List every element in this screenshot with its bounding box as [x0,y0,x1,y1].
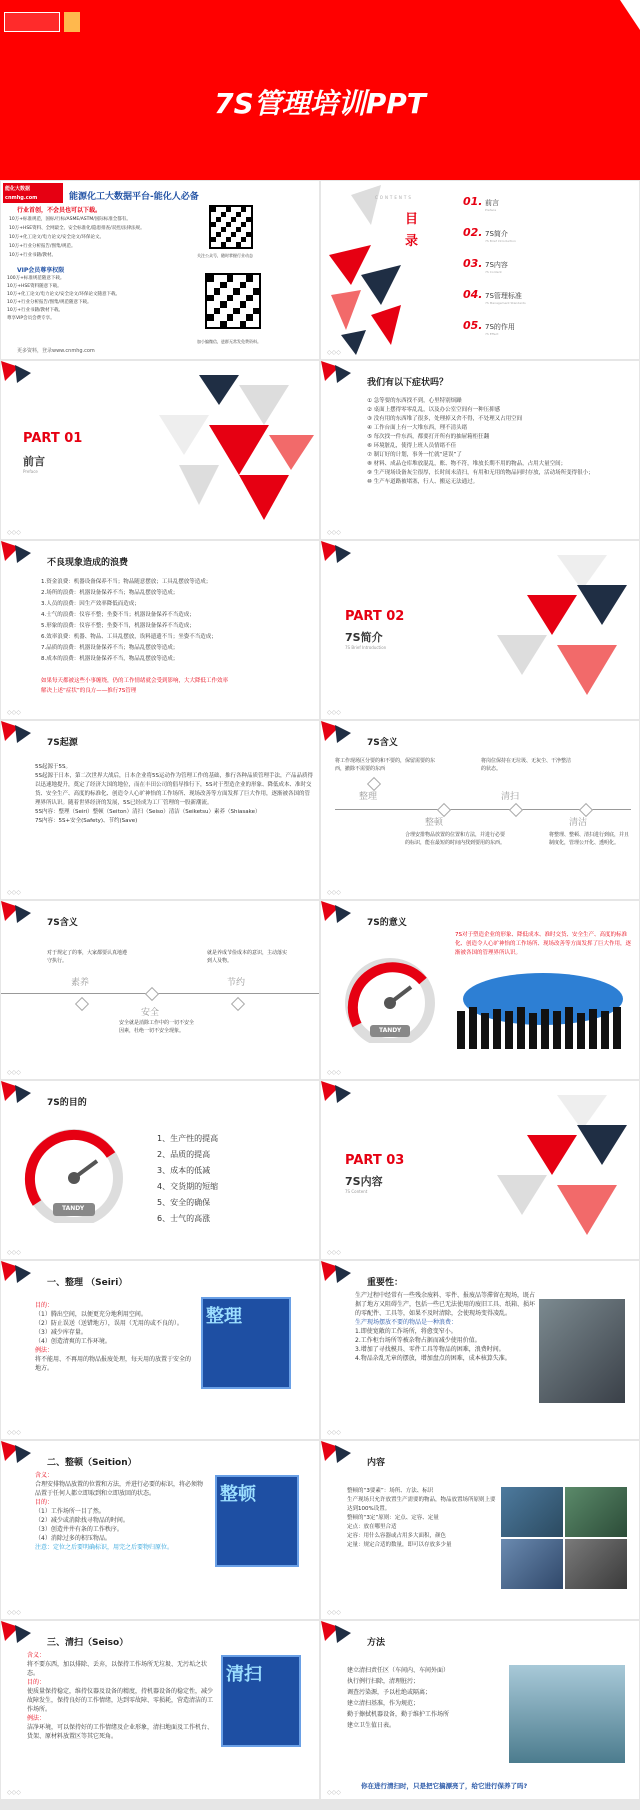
def-label: 含义： [27,1652,46,1659]
slide-footer: ◇◇◇ [7,709,21,716]
toc-item[interactable] [463,311,633,342]
decor-triangles [139,375,319,525]
meaning-label: 节约 [227,978,246,988]
meaning-desc: 将整理、整顿、清扫进行到底，并且制度化，管理公开化、透明化。 [549,832,630,846]
slide-footer: ◇◇◇ [7,1249,21,1256]
toc-item[interactable] [463,280,633,311]
qr-caption: 加小编微信，进群无常发免费资料。 [197,339,261,344]
aim-item: （2）防止误送（送错地方），误用（无用的或不良的）。 [35,1320,183,1327]
slide-title: 我们有以下症状吗？ [367,378,449,388]
purpose-item: 1、生产性的提高 [157,1134,219,1143]
part03-slide[interactable] [321,1081,639,1259]
toc-sublabel: 7S Management Standards [485,301,526,305]
toc-list [463,187,633,342]
corner-decor [1,541,41,569]
part-name: 前言 [23,455,45,468]
toc-label: 7S管理标准 [485,292,522,300]
decor-triangle [620,0,640,30]
ad-feature-item: 10万+标准规范，国标/行标/ASME/ASTM/国际标准全都有。 [9,217,131,222]
purpose-item: 3、成本的低减 [157,1166,211,1175]
aim-item: （3）减少库存量。 [35,1329,87,1336]
toc-number: 04. [463,288,483,301]
part-subtitle: Preface [23,469,38,474]
toc-label: 前言 [485,199,499,207]
slide-footer: ◇◇◇ [7,1789,21,1796]
waste-slide[interactable] [1,541,319,719]
waste-item: 7.品质的浪费：机器设备保养不当；物品乱摆放等造成； [41,645,179,651]
origin-p1: 5S起源于5S。 [35,764,71,770]
content-text [347,1487,499,1550]
meaning-desc: 合理安排物品放置的位置和方法，并进行必要的标识，能在最短的时间内找到要用的东西。 [405,832,506,846]
slide-title: 7S的意义 [367,918,407,928]
importance-item: 2.工作柜台场所等被杂物占据而减少使用价值。 [355,1337,481,1344]
qr-cell [253,321,260,328]
content-slide[interactable] [321,1441,639,1619]
content-p1: 整顿的“3要素”：场所、方法、标识 [347,1488,434,1494]
slide-footer: ◇◇◇ [7,1429,21,1436]
example-text: 洁净环境，可以保持好的工作情绪及企业形象，清扫地面及工作机台、货架、原材料放置区等其它死角。 [27,1724,214,1740]
part-number: PART 01 [23,431,83,446]
symptom-item: ⑥ 环境脏乱，使得上班人员情绪不佳 [367,443,457,449]
meaning-label: 整顿 [425,818,444,828]
slide-title: 二、整顿（Seition） [47,1458,137,1468]
decor-triangles [467,1095,637,1245]
part-number: PART 03 [345,1153,405,1168]
ad-slide[interactable] [1,181,319,359]
meaning1-slide[interactable] [321,721,639,899]
shelf-photo [565,1539,627,1589]
slide-title: 重要性： [367,1278,404,1288]
ad-feature-item: 10万+行业分析报告/图集/规范。 [9,244,76,249]
slide-title: 方法 [367,1638,386,1648]
ad-feature-item: 10万+HSE资料、全网最全、安全标准化/隐患排查/双控/法律法规。 [9,226,145,231]
ad-feature-item: 10万+化工论文/电力论文/安全论文/环保论文。 [9,235,105,240]
method-question: 你在进行清扫时，只是把它搞漂亮了，给它进行保养了吗? [361,1782,528,1790]
corner-decor [321,1621,361,1649]
corner-decor [1,1621,41,1649]
slide-title: 内容 [367,1458,386,1468]
aim-text: 使质量保持稳定，维持仪器及设备的精度，持机器设备的稳定性，减少故障发生，保持良好的工作情绪，达到零故障、零损耗，营造清洁的工作场所。 [27,1688,214,1713]
aim-item: （2）减少或消除找寻物品的时间。 [35,1517,129,1524]
symptom-item: ① 急等要的东西找不到，心里特别烦躁 [367,398,462,404]
waste-solution: 解决上述“症状”的良方——推行7S管理 [41,688,137,694]
slide-footer: ◇◇◇ [327,529,341,536]
part-name: 7S简介 [345,631,383,644]
seiton-text [35,1471,207,1552]
corner-decor [1,1261,41,1289]
vip-item: 尊享VIP会员会费专享。 [7,316,55,321]
aim-item: （4）创造清爽的工作环境。 [35,1338,111,1345]
toc-item[interactable] [463,218,633,249]
origin-p2: 5S起源于日本，第二次世界大战后，日本企业将5S运动作为管理工作的基础，推行各种品质管理手法，产品品质得以迅速地提升，奠定了经济大国的地位，而在丰田公司的倡导推行下，5S对于塑造企业的形象、降低成本、准时交货、安全生产、高度的标准化、创造令人心旷神怡的工作场所、现场改善等方面发挥了巨大作用，逐渐被各国的管理界所认识。随着世界经济的发展，5S已经成为工厂管理的一股新潮流。 [35,773,313,806]
toc-item[interactable] [463,187,633,218]
corner-decor [1,1081,41,1109]
slide-footer: ◇◇◇ [327,1429,341,1436]
importance-item: 4.物品杂乱无章的摆放，增加盘点的困难，成本核算失准。 [355,1355,511,1362]
toc-sublabel: 7S Content [485,270,502,274]
example-label: 例法： [35,1347,54,1354]
ad-headline: 能源化工大数据平台-能化人必备 [69,192,199,202]
vip-item: 10万+行业分析报告/图集/规范随意下载。 [7,300,92,305]
symptoms-slide[interactable] [321,361,639,539]
decor-triangles [467,555,637,705]
symptom-item: ⑧ 材料、成品仓库堆放混乱，账、物不符，堆放长期不用的物品，占用大量空间； [367,461,567,467]
aim-list [35,1507,207,1543]
waste-item: 4.士气的浪费：仪容不整；坐姿不当；机器设备保养不当造成； [41,612,195,618]
corner-decor [321,361,361,389]
meaning-desc: 安全就是消除工作中的一切不安全因素，杜绝一切不安全现象。 [119,1020,195,1034]
significance-text: 7S对于塑造企业的形象、降低成本、准时交货、安全生产、高度的标准化、创造令人心旷神怡的工作场所、现场改善等方面发挥了巨大作用，逐渐被各国的管理界所认识。 [455,932,632,956]
def-text: 将不要东西，加以排除、丢弃，以保持工作场所无垃圾、无污垢之状态。 [27,1661,208,1677]
symptom-item: ② 桌面上摆得零零乱乱，以及办公室空间有一种压抑感 [367,407,501,413]
slide-footer: ◇◇◇ [7,529,21,536]
slide-title: 7S含义 [47,918,78,928]
aim-label: 目的： [35,1302,54,1309]
importance-slide[interactable] [321,1261,639,1439]
content-p4: 定点：放在哪里合适 [347,1524,397,1530]
qr-cell [246,242,251,247]
waste-item: 6.效率浪费：机器、物品、工具乱摆放，诶料遗遗不当；坐姿不当造成； [41,634,217,640]
timeline-node [231,997,245,1011]
slide-footer: ◇◇◇ [327,1069,341,1076]
meaning-label: 整理 [359,792,378,802]
seiso-slide[interactable] [1,1621,319,1799]
seiri-text [35,1301,193,1373]
purpose-item: 2、品质的提高 [157,1150,211,1159]
content-p5: 定容：用什么容器或占用多大面积，颜色 [347,1533,447,1539]
vip-item: 100万+标准规范随意下载。 [7,276,65,281]
shelf-photo [565,1487,627,1537]
importance-item: 3.增加了寻找模具、零件工具等物品的困难，浪费时间。 [355,1346,505,1353]
seiso-text [27,1651,213,1741]
timeline-line [1,993,319,994]
decor-square [4,12,60,32]
toc-slide[interactable] [321,181,639,359]
seiton-slide[interactable] [1,1441,319,1619]
seiton-note: 注意：定位之后要明确标识，用完之后要物归原位。 [35,1544,174,1551]
slide-title: 一、整理 （Seiri） [47,1278,128,1288]
toc-sublabel: 7S Brief Introduction [485,239,516,243]
corner-decor [321,1261,361,1289]
example-text: 将不能用、不再用的物品报废处理，每天用的放置于安全的地方。 [35,1356,192,1372]
vip-item: 10万+化工论文/电力论文/安全论文/环保论文随意下载。 [7,292,121,297]
toc-label: 7S简介 [485,230,508,238]
def-text: 合理安排物品放置的位置和方法，并进行必要的标识，将必须物品置于任何人都立即取到和立即放回的状态。 [35,1481,204,1497]
corner-decor [1,1441,41,1469]
header-banner [0,0,640,180]
toc-number: 02. [463,226,483,239]
slide-title: 7S含义 [367,738,398,748]
seiso-card: 清扫 [221,1655,301,1747]
corner-decor [321,1081,361,1109]
ad-feature-item: 10万+行业书籍/教材。 [9,253,57,258]
seiri-slide[interactable] [1,1261,319,1439]
waste-list [41,577,311,665]
seiri-card: 整理 [201,1297,291,1389]
corner-decor [321,541,361,569]
symptom-item: ④ 工作台面上有一大堆东西，理不清头绪 [367,425,468,431]
toc-title: 目 录 [405,212,419,249]
decor-square [64,12,80,32]
waste-note: 如果每天都被这些小事缠绕，仍的工作情绪就会受到影响，大大降低工作效率 [41,678,229,684]
qr-code [205,273,261,329]
corner-decor [1,721,41,749]
symptom-item: ⑦ 制订好的计划，事务一忙就“延误”了 [367,452,462,458]
purpose-list [157,1131,218,1227]
shelf-photo [501,1539,563,1589]
qr-code [209,205,253,249]
vip-item: 10万+HSE资料随意下载。 [7,284,62,289]
waste-item: 3.人员的浪费：因生产效率降低而造成； [41,601,140,607]
content-p6: 定量：规定合适的数量，即可以存放多少量 [347,1542,452,1548]
corner-decor [321,721,361,749]
waste-item: 1.资金浪费：机器设备保养不当；物品随意摆放；工具乱摆放等造成； [41,579,212,585]
part-name: 7S内容 [345,1175,383,1188]
purpose-item: 6、士气的高涨 [157,1214,211,1223]
toc-item[interactable] [463,249,633,280]
symptom-item: ⑤ 每次找一件东西，都要打开所有的抽屉箱柜狂翻 [367,434,490,440]
def-label: 含义： [35,1472,54,1479]
part02-slide[interactable] [321,541,639,719]
slide-footer: ◇◇◇ [327,1249,341,1256]
symptom-item: ③ 没有用的东西堆了很多，处理掉又舍不得，不处理又占用空间 [367,416,523,422]
slide-footer: ◇◇◇ [327,1789,341,1796]
origin-p3: 5S内容：整理（Seiri）整顿（Seiton）清扫（Seiso）清洁（Seiketsu）素养（Shiasake） [35,809,261,815]
corner-decor [321,1441,361,1469]
method-item: 调查污染源，予以杜绝或隔离； [347,1689,432,1696]
meaning-label: 素养 [71,978,90,988]
toc-label: 7S的作用 [485,323,515,331]
meaning-desc: 将岗位保持在无垃圾、无灰尘、干净整洁的状态。 [481,758,572,772]
vip-item: 10万+行业书籍/教材下载。 [7,308,64,313]
qr-caption: 关注公众号，随时掌握行业动态 [197,253,253,258]
brand-logo: 能化大数据 cnmhg.com [3,183,63,203]
page-title: 7S管理培训PPT [214,87,426,120]
world-map-people [453,971,633,1051]
part01-slide[interactable] [1,361,319,539]
workshop-photo [509,1665,625,1763]
slide-title: 不良现象造成的浪费 [47,558,129,568]
toc-contents-label: CONTENTS [375,195,413,200]
shelf-photo [501,1487,563,1537]
aim-item: （4）消除过多的积压物品。 [35,1535,111,1542]
ad-line1: 行业首创，不会员也可以下载。 [17,207,102,214]
content-p3: 整顿的“3定”原则：定点、定容、定量 [347,1515,439,1521]
importance-p2: 生产现场摆放不要的物品是一种浪费： [355,1319,458,1326]
origin-slide[interactable] [1,721,319,899]
corner-decor [1,901,41,929]
toc-sublabel: 7S Effect [485,332,499,336]
slide-title: 三、清扫（Seiso） [47,1638,129,1648]
meaning-label: 清扫 [501,792,520,802]
content-p2: 生产现场只允许放置生产需要的物品，物品放置场所原则上要达到100%设置。 [347,1497,496,1512]
purpose-slide[interactable] [1,1081,319,1259]
method-item: 执行例行扫除，清理脏污； [347,1678,420,1685]
symptom-item: ⑩ 生产车道路被堵塞，行人、搬运无法通过。 [367,479,479,485]
aim-item: （1）工作场所一目了然。 [35,1508,105,1515]
slide-title: 7S的目的 [47,1098,87,1108]
symptom-list [367,397,629,487]
meaning-label: 清洁 [569,818,588,828]
method-item: 勤于擦拭机器设备，勤于维护工作场所 [347,1711,450,1718]
slide-footer: ◇◇◇ [7,889,21,896]
corner-decor [321,901,361,929]
slide-footer: ◇◇◇ [327,709,341,716]
toc-number: 01. [463,195,483,208]
part-subtitle: 7S Content [345,1189,368,1194]
vip-list [7,275,177,323]
decor-triangles [321,185,411,355]
importance-p1: 生产过程中经常有一些残余废料、零件、报废品等滞留在现场，既占据了地方又阻碍生产，包括一些已无法使用的废旧工具、纸箱、损坏的零配件、工具等，如果不及时清除，会使现场变得凌乱。 [355,1292,536,1317]
purpose-item: 4、交货期的短缩 [157,1182,219,1191]
timeline-node [75,997,89,1011]
waste-item: 8.成本的浪费：机器设备保养不当，物品乱摆放等造成； [41,656,179,662]
ad-feature-list [9,215,199,260]
corner-decor [1,361,41,389]
timeline-node [145,987,159,1001]
slide-footer: ◇◇◇ [327,889,341,896]
gauge-label: TANDY [379,1027,402,1034]
importance-list [355,1327,535,1363]
aim-label: 目的： [35,1499,54,1506]
method-list [347,1665,507,1731]
origin-p4: 7S内容：5S+安全(Safety)、节约(Save) [35,818,138,824]
gauge-label: TANDY [62,1205,85,1212]
origin-text [35,763,313,826]
waste-item: 5.形象的浪费：仪容不整；坐姿不当，机器设备保养不当造成； [41,623,195,629]
part-number: PART 02 [345,609,405,624]
slide-footer: ◇◇◇ [327,1609,341,1616]
slide-footer: ◇◇◇ [327,349,341,356]
aim-list [35,1310,193,1346]
significance-slide[interactable] [321,901,639,1079]
method-slide[interactable] [321,1621,639,1799]
meaning2-slide[interactable] [1,901,319,1079]
importance-text [355,1291,535,1363]
example-label: 例法： [27,1715,46,1722]
purpose-item: 5、安全的确保 [157,1198,211,1207]
aim-label: 目的： [27,1679,46,1686]
meaning-desc: 就是养成节俭成本的意识，主动落实到人及物。 [207,950,288,964]
slide-footer: ◇◇◇ [7,1609,21,1616]
meaning-desc: 将工作现场区分要的和不要的，保留需要的东西，撤除不需要的东西 [335,758,436,772]
ad-more-link[interactable]: 更多资料，登录www.cnmhg.com [17,348,95,354]
symptom-item: ⑨ 生产现场设备灰尘很厚，长时间未清扫，有用和无用的物品同时存放，活动场所变得很小； [367,470,594,476]
toc-number: 05. [463,319,483,332]
toc-number: 03. [463,257,483,270]
method-item: 建立清扫责任区（车间内、车间外面） [347,1667,450,1674]
aim-item: （1）腾出空间，以便更充分地利用空间。 [35,1311,147,1318]
aim-item: （3）创造井井有条的工作秩序。 [35,1526,123,1533]
meaning-label: 安全 [141,1008,160,1018]
vip-title: VIP会员尊享权限 [17,267,65,274]
slide-footer: ◇◇◇ [7,1069,21,1076]
method-item: 建立卫生值日表。 [347,1722,396,1729]
toc-label: 7S内容 [485,261,508,269]
factory-photo [539,1299,625,1403]
toc-sublabel: Preface [485,208,497,212]
part-subtitle: 7S Brief Introduction [345,645,387,650]
timeline-node [509,803,523,817]
seiton-card: 整顿 [215,1475,299,1567]
meaning-desc: 对于规定了的事，大家都要认真地遵守执行。 [47,950,128,964]
waste-item: 2.场所的浪费：机器设备保养不当；物品乱摆放等造成； [41,590,179,596]
importance-item: 1.即使宽敞的工作场所，将愈变窄小。 [355,1328,457,1335]
method-item: 建立清扫基准，作为规范； [347,1700,420,1707]
slide-title: 7S起源 [47,738,78,748]
